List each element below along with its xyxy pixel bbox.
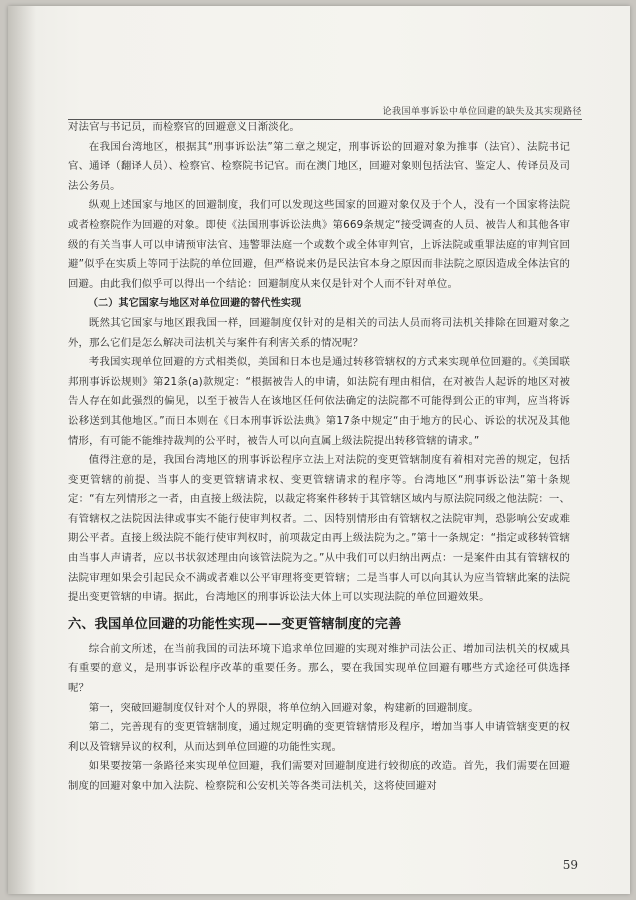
paragraph-reform: 如果要按第一条路径来实现单位回避，我们需要对回避制度进行较彻底的改造。首先，我们需要在回避制度的回避对象中加入法院、检察院和公安机关等各类司法机关，这将使回避对 <box>68 760 570 792</box>
page-body <box>68 118 570 797</box>
paragraph-taiwan-law: 值得注意的是，我国台湾地区的刑事诉讼程序立法上对法院的变更管辖制度有着相对完善的规定，包括变更管辖的前提、当事人的变更管辖请求权、变更管辖请求的程序等。台湾地区“刑事诉讼法”第十条规定：“有左列情形之一者，由直接上级法院，以裁定将案件移转于其管辖区域内与原法院同级之他法院：一、有管辖权之法院因法律或事实不能行使审判权者。二、因特别情形由有管辖权之法院审判，恐影响公安或难期公平者。直接上级法院不能行使审判权时，前项裁定由再上级法院为之。”第十一条规定：“指定或移转管辖由当事人声请者，应以书状叙述理由向该管法院为之。”从中我们可以归纳出两点：一是案件由其有管辖权的法院审理如果会引起民众不满或者难以公平审理将变更管辖；二是当事人可以向其认为应当管辖此案的法院提出变更管辖的申请。据此，台湾地区的刑事诉讼法大体上可以实现法院的单位回避效果。 <box>68 454 570 604</box>
paragraph-second-path: 第二，完善现有的变更管辖制度，通过规定明确的变更管辖情形及程序，增加当事人申请管辖变更的权利以及管辖异议的权利，从而达到单位回避的功能性实现。 <box>68 721 570 753</box>
paragraph-taiwan-macau: 在我国台湾地区，根据其“刑事诉讼法”第二章之规定，刑事诉讼的回避对象为推事（法官）、法院书记官、通译（翻译人员）、检察官、检察院书记官。而在澳门地区，回避对象则包括法官、鉴定人、传译员及司法公务员。 <box>68 140 570 192</box>
paragraph-first-path: 第一，突破回避制度仅针对个人的界限，将单位纳入回避对象，构建新的回避制度。 <box>88 701 479 714</box>
section-title: 六、我国单位回避的功能性实现——变更管辖制度的完善 <box>68 616 402 632</box>
book-spine-shadow <box>8 6 36 894</box>
paragraph-summary: 综合前文所述，在当前我国的司法环境下追求单位回避的实现对维护司法公正、增加司法机关的权威具有重要的意义，是刑事诉讼程序改革的重要任务。那么，要在我国实现单位回避有哪些方式途径可供选择呢？ <box>68 642 570 695</box>
paragraph-us-japan: 考我国实现单位回避的方式相类似，美国和日本也是通过转移管辖权的方式来实现单位回避的。《美国联邦刑事诉讼规则》第21条(a)款规定：“根据被告人的申请，如法院有理由相信，在对被告人起诉的地区对被告人存在如此强烈的偏见，以至于被告人在该地区任何依法确定的法院都不可能得到公正的审判，应当将诉讼移送到其他地区。”而日本则在《日本刑事诉讼法典》第17条中规定“由于地方的民心、诉讼的状况及其他情形，有可能不能维持裁判的公平时，被告人可以向直属上级法院提出转移管辖的请求。” <box>68 356 570 447</box>
paragraph-continuation: 对法官与书记员，而检察官的回避意义日渐淡化。 <box>68 121 300 133</box>
page-number: 59 <box>562 858 578 872</box>
document-page <box>8 6 630 894</box>
running-header: 论我国单事诉讼中单位回避的缺失及其实现路径 <box>68 104 582 120</box>
paragraph-question: 既然其它国家与地区跟我国一样，回避制度仅针对的是相关的司法人员而将司法机关排除在回避对象之外，那么它们是怎么解决司法机关与案件有利害关系的情况呢？ <box>68 316 570 349</box>
subsection-title: （二）其它国家与地区对单位回避的替代性实现 <box>88 298 302 310</box>
paragraph-conclusion: 纵观上述国家与地区的回避制度，我们可以发现这些国家的回避对象仅及于个人，没有一个国家将法院或者检察院作为回避的对象。即使《法国刑事诉讼法典》第669条规定“接受调查的人员、被告人和其他各审级的有关当事人可以申请预审法官、违警罪法庭一个或数个或全体审判官，上诉法院或重罪法庭的审判官回避”似乎在实质上等同于法院的单位回避，但严格说来仍是民法官本身之原因而非法院之原因造成全体法官的回避。由此我们似乎可以得出一个结论：回避制度从来仅是针对个人而不针对单位。 <box>68 199 570 290</box>
